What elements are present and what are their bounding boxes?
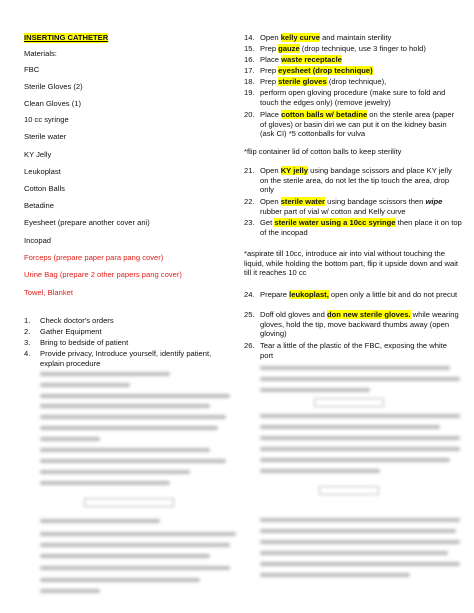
obscured-line [40, 543, 230, 547]
step-text-plain: Doff old gloves and [260, 310, 327, 319]
step-number: 26. [244, 341, 255, 350]
material-item: Eyesheet (prepare another cover ani) [24, 218, 150, 227]
step-number: 25. [244, 310, 255, 319]
obscured-line [40, 372, 170, 376]
obscured-line [260, 436, 460, 440]
step-text-plain: (drop technique), [326, 77, 387, 86]
step-text-plain: open only a little bit and do not precut [328, 290, 458, 299]
obscured-line [40, 589, 100, 593]
obscured-line [260, 366, 450, 370]
step-text [260, 110, 462, 139]
step-text-highlight: sterile water [280, 197, 326, 206]
step-text-plain: Place [260, 110, 282, 119]
obscured-line [40, 519, 160, 523]
step-number: 22. [244, 197, 255, 206]
step-text-highlight: sterile gloves [278, 77, 327, 86]
step-text-plain: Open [260, 33, 281, 42]
obscured-line [260, 529, 456, 533]
obscured-line [40, 404, 210, 408]
step-item [244, 44, 462, 54]
step-text-plain: Prep [260, 77, 279, 86]
material-item: 10 cc syringe [24, 115, 69, 124]
step-text-plain: using bandage scissors and place KY jelly on the sterile area, do not let the tip touch the area, drop only [260, 166, 452, 195]
material-item: Sterile water [24, 132, 67, 141]
obscured-section-header [314, 398, 384, 407]
step-text [260, 33, 462, 43]
step-text [260, 66, 462, 76]
step-number: 18. [244, 77, 255, 86]
step-text: Provide privacy, Introduce yourself, identify patient, explain procedure [40, 349, 212, 368]
step-text [260, 55, 462, 65]
material-item: FBC [24, 65, 40, 74]
obscured-line [40, 481, 170, 485]
step-number: 15. [244, 44, 255, 53]
step-text: Bring to bedside of patient [40, 338, 129, 347]
step-text-plain: using bandage scissors then [325, 197, 426, 206]
obscured-line [40, 394, 230, 398]
step-text [260, 310, 462, 339]
obscured-line [260, 425, 440, 429]
step-item [24, 338, 224, 348]
step-text-plain: perform open gloving procedure (make sure to fold and touch the edges only) (remove jewelry) [260, 88, 446, 107]
step-item [244, 55, 462, 65]
step-item [244, 33, 462, 43]
material-item: Betadine [24, 201, 54, 210]
material-item: Incopad [24, 236, 52, 245]
step-text [260, 290, 462, 300]
step-number: 14. [244, 33, 255, 42]
step-item [244, 341, 462, 360]
step-item [244, 66, 462, 76]
step-text [260, 197, 462, 216]
step-text-highlight: gauze [278, 44, 300, 53]
step-text: Gather Equipment [40, 327, 102, 336]
step-item [244, 310, 462, 339]
step-text-plain: Open [260, 197, 281, 206]
obscured-line [40, 470, 190, 474]
step-text-plain: Prep [260, 66, 279, 75]
material-item: Clean Gloves (1) [24, 99, 81, 108]
obscured-line [260, 447, 460, 451]
step-number: 23. [244, 218, 255, 227]
step-number: 17. [244, 66, 255, 75]
step-number: 1. [24, 316, 31, 325]
step-text-plain: Place [260, 55, 282, 64]
step-item [244, 88, 462, 107]
obscured-line [260, 458, 450, 462]
obscured-line [40, 426, 218, 430]
step-text-plain: on the sterile area (paper of gloves) or basin diri we can put it on the kidney basin (ask CI) *5 cottonballs for vulva [260, 110, 455, 139]
obscured-line [40, 554, 210, 558]
step-text-plain: Open [260, 166, 281, 175]
step-text-emphasis: wipe [425, 197, 443, 206]
step-item [244, 110, 462, 139]
step-item [244, 166, 462, 195]
obscured-line [40, 566, 230, 570]
note-cotton-balls: *flip container lid of cotton balls to keep sterility [244, 147, 402, 156]
note-aspirate: *aspirate till 10cc, introduce air into vial without touching the liquid, while holding the bottom part, flip it upside down and wait till it reaches 10 cc [244, 249, 459, 278]
step-text-highlight: waste receptacle [281, 55, 342, 64]
document-title: INSERTING CATHETER [24, 33, 109, 42]
step-item [24, 349, 224, 368]
materials-label: Materials: [24, 49, 57, 58]
obscured-line [260, 562, 460, 566]
step-item [24, 316, 224, 326]
obscured-line [260, 388, 370, 392]
step-number: 19. [244, 88, 255, 97]
step-number: 24. [244, 290, 255, 299]
obscured-section-header [84, 498, 174, 507]
material-item: Forceps (prepare paper para pang cover) [24, 253, 164, 262]
step-text-plain: rubber part of vial w/ cotton and Kelly curve [260, 206, 406, 216]
obscured-line [40, 415, 226, 419]
obscured-line [40, 383, 130, 387]
material-item: Sterile Gloves (2) [24, 82, 83, 91]
step-number: 16. [244, 55, 255, 64]
step-text-plain: Prepare [260, 290, 290, 299]
step-item [24, 327, 224, 337]
step-number: 3. [24, 338, 31, 347]
step-text-plain: Get [260, 218, 275, 227]
obscured-line [260, 469, 380, 473]
material-item: Cotton Balls [24, 184, 65, 193]
step-text-highlight: KY jelly [280, 166, 308, 175]
material-item: Urine Bag (prepare 2 other papers pang cover) [24, 270, 182, 279]
obscured-line [40, 578, 200, 582]
step-text [260, 218, 462, 237]
obscured-line [260, 414, 460, 418]
material-item: Towel, Blanket [24, 288, 73, 297]
step-text [260, 44, 462, 54]
step-item [244, 218, 462, 237]
step-text-plain: (drop technique, use 3 finger to hold) [299, 44, 426, 53]
obscured-line [260, 518, 460, 522]
step-text-highlight: leukoplast, [289, 290, 329, 299]
step-text [260, 88, 462, 107]
step-text-highlight: eyesheet (drop technique) [278, 66, 373, 75]
obscured-line [260, 377, 460, 381]
step-item [244, 77, 462, 87]
step-text-highlight: don new sterile gloves. [326, 310, 411, 319]
step-number: 2. [24, 327, 31, 336]
step-text: Check doctor's orders [40, 316, 114, 325]
step-text [260, 77, 462, 87]
step-number: 20. [244, 110, 255, 119]
step-text [260, 166, 462, 195]
obscured-line [40, 437, 100, 441]
step-text-plain: Prep [260, 44, 279, 53]
step-item [244, 290, 462, 300]
step-number: 4. [24, 349, 31, 358]
obscured-line [40, 532, 236, 536]
step-text-highlight: kelly curve [280, 33, 320, 42]
obscured-section-header [319, 486, 379, 495]
step-text-highlight: cotton balls w/ betadine [281, 110, 368, 119]
obscured-line [260, 573, 410, 577]
obscured-line [260, 540, 460, 544]
step-text-plain: while wearing gloves, hold the tip, move backward thumbs away (open gloving) [260, 310, 459, 339]
step-text-plain: Tear a little of the plastic of the FBC, exposing the white port [260, 341, 447, 360]
obscured-line [260, 551, 448, 555]
obscured-line [40, 448, 210, 452]
obscured-line [40, 459, 226, 463]
step-number: 21. [244, 166, 255, 175]
step-text-plain: and maintain sterility [319, 33, 392, 42]
step-text-highlight: sterile water using a 10cc syringe [274, 218, 396, 227]
step-item [244, 197, 462, 216]
step-text-plain: then place it on top of the incopad [260, 218, 462, 237]
material-item: Leukoplast [24, 167, 61, 176]
material-item: KY Jelly [24, 150, 52, 159]
step-text [260, 341, 462, 360]
